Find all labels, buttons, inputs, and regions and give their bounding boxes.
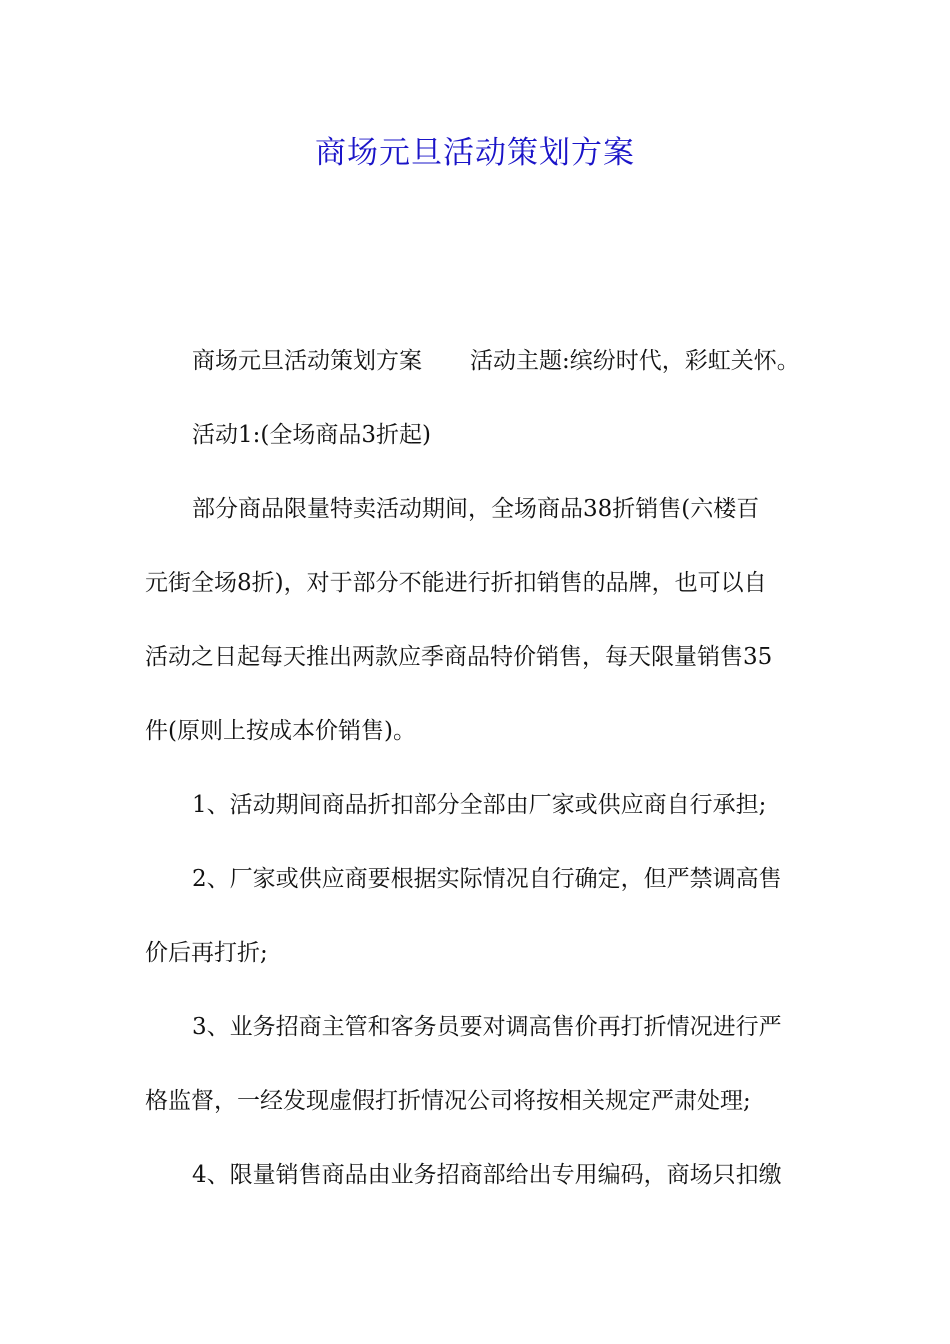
- body-line-7: 1、活动期间商品折扣部分全部由厂家或供应商自行承担;: [192, 792, 767, 818]
- document-body: [145, 336, 815, 1224]
- body-line-3: 部分商品限量特卖活动期间，全场商品38折销售(六楼百: [192, 496, 760, 522]
- body-line-11: 格监督，一经发现虚假打折情况公司将按相关规定严肃处理;: [145, 1088, 751, 1114]
- body-line-1: [145, 336, 815, 410]
- body-line-4: 元街全场8折)，对于部分不能进行折扣销售的品牌，也可以自: [145, 570, 767, 596]
- body-line-2: 活动1:(全场商品3折起): [192, 422, 431, 448]
- document-title: 商场元旦活动策划方案: [315, 135, 635, 171]
- body-line-10: 3、业务招商主管和客务员要对调高售价再打折情况进行严: [192, 1014, 782, 1040]
- body-line-8: 2、厂家或供应商要根据实际情况自行确定，但严禁调高售: [192, 866, 782, 892]
- body-line-5: 活动之日起每天推出两款应季商品特价销售，每天限量销售35: [145, 644, 773, 670]
- body-line-1-part-a: 商场元旦活动策划方案: [192, 348, 422, 374]
- body-line-9: 价后再打折;: [145, 940, 268, 966]
- body-line-1-part-b: 活动主题:缤纷时代，彩虹关怀。: [470, 348, 800, 374]
- body-line-6: 件(原则上按成本价销售)。: [145, 718, 416, 744]
- body-line-12: 4、限量销售商品由业务招商部给出专用编码，商场只扣缴: [192, 1162, 782, 1188]
